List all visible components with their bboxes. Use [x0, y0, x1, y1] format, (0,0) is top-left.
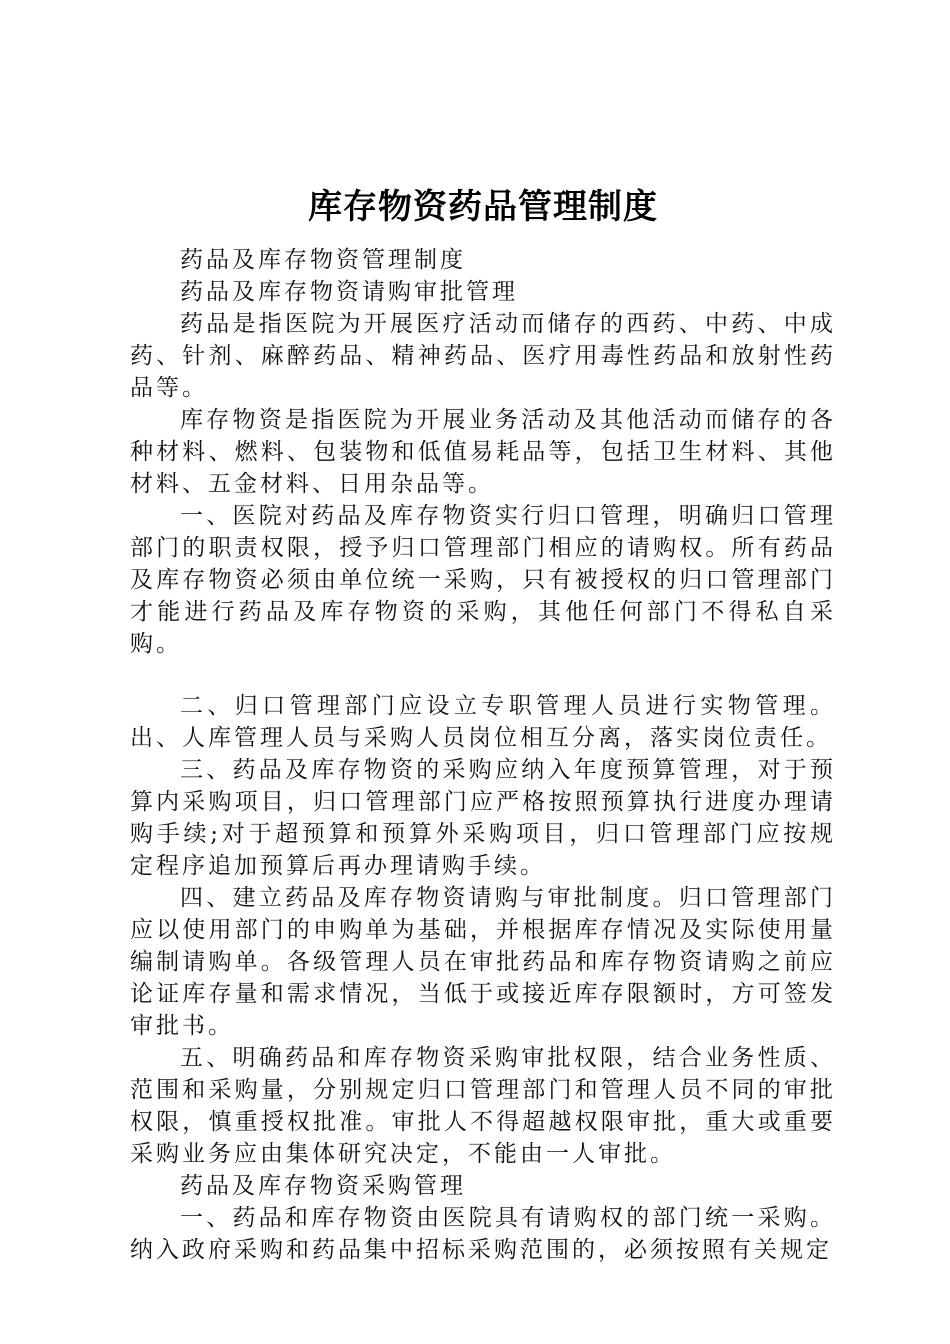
body-paragraph: 二、归口管理部门应设立专职管理人员进行实物管理。出、人库管理人员与采购人员岗位相互分离，落实岗位责任。	[130, 693, 836, 751]
document-title: 库存物资药品管理制度	[308, 187, 658, 227]
body-paragraph: 库存物资是指医院为开展业务活动及其他活动而储存的各种材料、燃料、包装物和低值易耗品等，包括卫生材料、其他材料、五金材料、日用杂品等。	[130, 407, 836, 497]
section-heading: 药品及库存物资采购管理	[180, 1173, 466, 1199]
section-heading: 药品及库存物资管理制度	[180, 247, 466, 273]
body-paragraph: 四、建立药品及库存物资请购与审批制度。归口管理部门应以使用部门的申购单为基础，并根据库存情况及实际使用量编制请购单。各级管理人员在审批药品和库存物资请购之前应论证库存量和需求情况，当低于或接近库存限额时，方可签发审批书。	[130, 885, 836, 1039]
document-body	[130, 244, 836, 1266]
document-page	[130, 182, 836, 1266]
body-paragraph: 一、医院对药品及库存物资实行归口管理，明确归口管理部门的职责权限，授予归口管理部门相应的请购权。所有药品及库存物资必须由单位统一采购，只有被授权的归口管理部门才能进行药品及库存物资的采购，其他任何部门不得私自采购。	[130, 503, 836, 657]
body-paragraph: 三、药品及库存物资的采购应纳入年度预算管理，对于预算内采购项目，归口管理部门应严格按照预算执行进度办理请购手续;对于超预算和预算外采购项目，归口管理部门应按规定程序追加预算后再办理请购手续。	[130, 757, 836, 879]
section-heading: 药品及库存物资请购审批管理	[180, 279, 518, 305]
body-paragraph: 一、药品和库存物资由医院具有请购权的部门统一采购。纳入政府采购和药品集中招标采购范围的，必须按照有关规定	[130, 1205, 836, 1263]
body-paragraph: 五、明确药品和库存物资采购审批权限，结合业务性质、范围和采购量，分别规定归口管理部门和管理人员不同的审批权限，慎重授权批准。审批人不得超越权限审批，重大或重要采购业务应由集体研究决定，不能由一人审批。	[130, 1045, 836, 1167]
body-paragraph: 药品是指医院为开展医疗活动而储存的西药、中药、中成药、针剂、麻醉药品、精神药品、医疗用毒性药品和放射性药品等。	[130, 311, 836, 401]
